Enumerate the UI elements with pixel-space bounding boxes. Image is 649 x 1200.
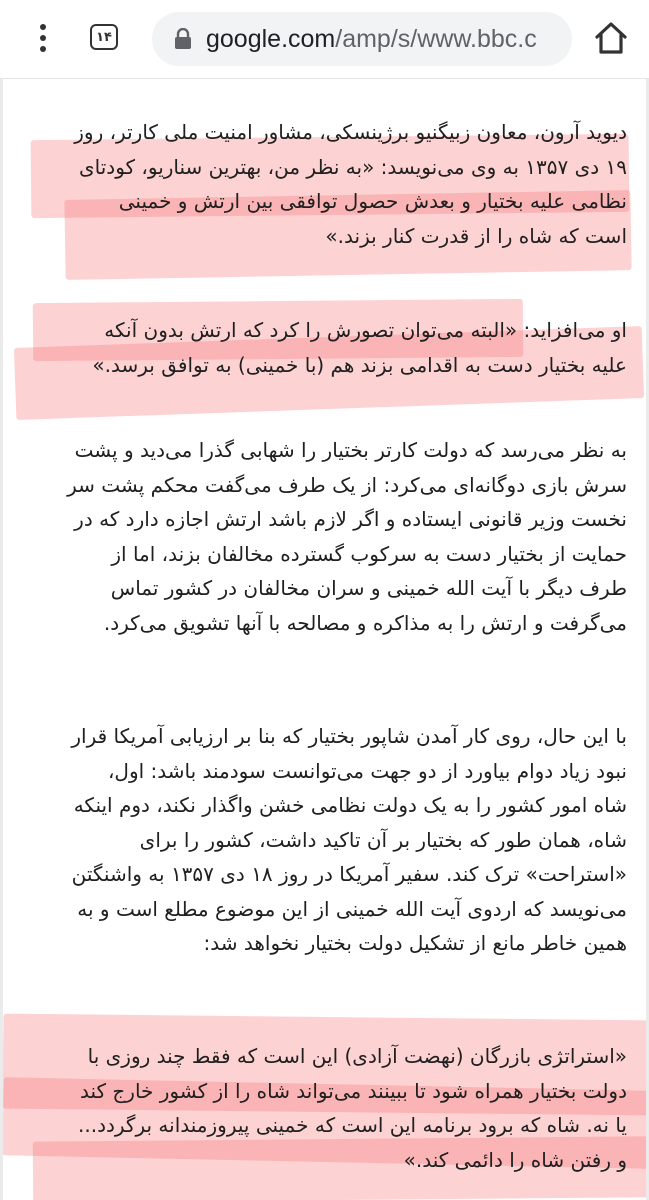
more-options-icon[interactable]	[26, 18, 60, 58]
paragraph-line: «استراتژی بازرگان (نهضت آزادی) این است که فقط چند روزی با	[87, 1044, 627, 1068]
browser-toolbar	[0, 0, 649, 79]
paragraph-line: شاه امور کشور را به یک دولت نظامی خشن واگذار نکند، دوم اینکه	[73, 793, 627, 817]
paragraph-line: همین خاطر مانع از تشکیل دولت بختیار نخواهد شد:	[203, 931, 627, 955]
paragraph-line: علیه بختیار دست به اقدامی بزند هم (با خمینی) به توافق برسد.»	[92, 352, 627, 377]
article-paragraph-3	[33, 433, 627, 640]
paragraph-line: دیوید آرون، معاون زبیگنیو برژینسکی، مشاور امنیت ملی کارتر، روز	[74, 120, 627, 144]
paragraph-line: می‌گرفت و ارتش را به مذاکره و مصالحه با آنها تشویق می‌کرد.	[103, 610, 627, 635]
url-host: google.com	[206, 25, 336, 53]
paragraph-line: می‌نویسد که اردوی آیت الله خمینی از این موضوع مطلع است و به	[77, 896, 627, 921]
url-text[interactable]	[206, 25, 537, 54]
paragraph-line: نخست وزیر قانونی ایستاده و اگر لازم باشد ارتش اجازه دارد که در	[74, 507, 627, 531]
paragraph-line: دولت بختیار همراه شود تا ببینند می‌تواند شاه را از کشور خارج کند	[79, 1078, 627, 1103]
url-path: /amp/s/www.bbc.c	[335, 25, 537, 53]
paragraph-line: ۱۹ دی ۱۳۵۷ به وی می‌نویسد: «به نظر من، بهترین سناریو، کودتای	[78, 154, 627, 179]
lock-icon	[174, 28, 192, 50]
tab-switcher-button[interactable]: ۱۴	[90, 24, 118, 50]
article-paragraph-1	[33, 115, 627, 253]
paragraph-line: نظامی علیه بختیار و بعدش حصول توافقی بین ارتش و خمینی	[118, 189, 627, 213]
article-content	[0, 79, 649, 1200]
paragraph-line: و رفتن شاه را دائمی کند.»	[403, 1147, 627, 1172]
paragraph-line: «استراحت» ترک کند. سفیر آمریکا در روز ۱۸ دی ۱۳۵۷ به واشنگتن	[71, 862, 627, 886]
paragraph-line: او می‌افزاید: «البته می‌توان تصورش را کرد که ارتش بدون آنکه	[104, 318, 627, 342]
article-paragraph-2	[33, 313, 627, 382]
paragraph-line: شاه، همان طور که بختیار بر آن تاکید داشت، کشور را برای	[139, 827, 627, 852]
paragraph-line: با این حال، روی کار آمدن شاپور بختیار که بنا بر ارزیابی آمریکا قرار	[71, 724, 627, 748]
paragraph-line: طرف دیگر با آیت الله خمینی و سران مخالفان در کشور تماس	[110, 576, 627, 600]
home-icon[interactable]	[592, 20, 630, 56]
paragraph-line: سرش بازی دوگانه‌ای می‌کرد: از یک طرف می‌گفت محکم پشت سر	[67, 472, 627, 497]
paragraph-line: است که شاه را از قدرت کنار بزند.»	[325, 223, 627, 248]
paragraph-line: حمایت از بختیار دست به سرکوب گسترده مخالفان بزند، اما از	[111, 541, 627, 566]
address-bar[interactable]	[152, 12, 572, 66]
article-paragraph-4	[33, 719, 627, 961]
article-quote-paragraph	[33, 1039, 627, 1177]
paragraph-line: به نظر می‌رسد که دولت کارتر بختیار را شهابی گذرا می‌دید و پشت	[74, 438, 627, 462]
paragraph-line: نبود زیاد دوام بیاورد از دو جهت می‌توانست سودمند باشد: اول،	[107, 758, 627, 783]
paragraph-line: یا نه. شاه که برود برنامه این است که خمینی پیروزمندانه برگردد...	[78, 1113, 627, 1137]
